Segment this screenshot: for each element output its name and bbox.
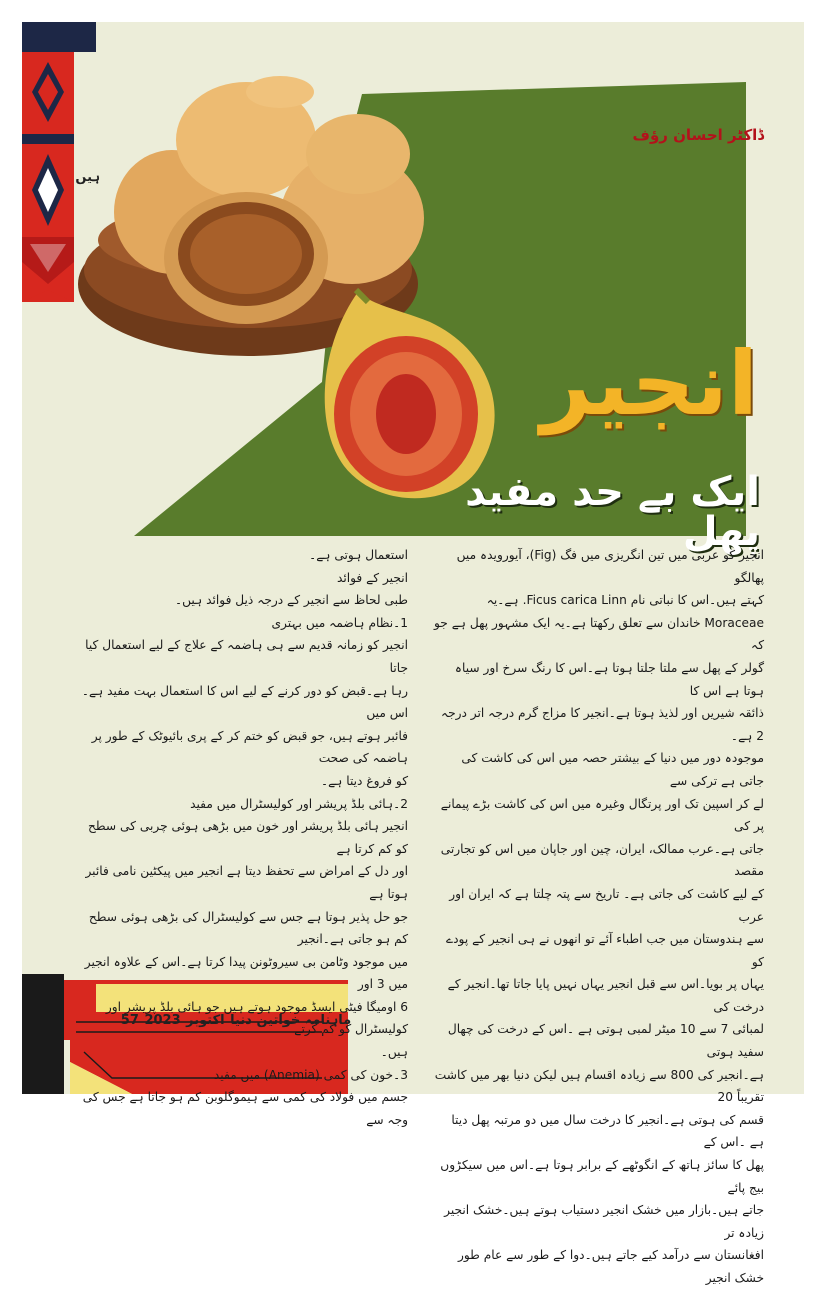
text-line: افغانستان سے درآمد کیے جاتے ہیں۔دوا کے طور سے عام طور خشک انجیر <box>457 1248 764 1285</box>
text-line: رہا ہے۔قبض کو دور کرنے کے لیے اس کا استعمال بہت مفید ہے۔اس میں <box>81 683 408 721</box>
text-line: پھل کا سائز ہاتھ کے انگوٹھے کے برابر ہوتا ہے۔اس میں سیکڑوں بیج پائے <box>440 1158 764 1195</box>
text-line: اور دل کے امراض سے تحفظ دیتا ہے انجیر میں پیکٹین نامی فائبر ہوتا ہے <box>85 864 408 901</box>
text-line: کہتے ہیں۔اس کا نباتی نام Ficus carica Linn. ہے۔یہ <box>486 593 764 608</box>
text-line: Moraceae خاندان سے تعلق رکھتا ہے۔یہ ایک مشہور پھل ہے جو کہ <box>434 615 764 653</box>
footer-credit <box>118 1008 354 1032</box>
text-line: کو فروغ دیتا ہے۔ <box>320 773 408 788</box>
text-line: انجیر کے فوائد <box>336 570 408 585</box>
text-line: استعمال ہوتی ہے۔ <box>309 548 408 562</box>
text-line: جو حل پذیر ہوتا ہے جس سے کولیسٹرال کی بڑھی ہوئی سطح کم ہو جاتی ہے۔انجیر <box>88 909 408 947</box>
text-line: میں موجود وٹامن بی سیروٹونن پیدا کرتا ہے۔اس کے علاوہ انجیر میں 3 اور <box>84 954 408 992</box>
issue-month: اکتوبر <box>186 1012 225 1028</box>
text-line: یہاں پر بویا۔اس سے قبل انجیر یہاں نہیں پایا جاتا تھا۔انجیر کے درخت کی <box>447 977 764 1014</box>
text-line: قسم کی ہوتی ہے۔انجیر کا درخت سال میں دو مرتبہ پھل دیتا ہے ۔اس کے <box>451 1112 764 1150</box>
text-line: انجیر کو عربی میں تین انگریزی میں فگ (Fig)، آیورویدہ میں پھالگو <box>456 548 764 585</box>
magazine-page <box>22 22 804 1285</box>
side-ribbon-ornament <box>22 22 96 302</box>
text-line: ہیں۔ <box>380 1045 408 1060</box>
text-line: لمبائی 7 سے 10 میٹر لمبی ہوتی ہے ۔اس کے درخت کی چھال سفید ہوتی <box>447 1022 764 1060</box>
text-line: فائبر ہوتے ہیں، جو قبض کو ختم کر کے پری بائیوٹک کے طور پر ہاضمہ کی صحت <box>91 728 408 766</box>
article-column-right <box>434 544 764 1290</box>
text-line: 3۔خون کی کمی (Anemia) میں مفید <box>213 1067 408 1082</box>
text-line: سے ہندوستان میں جب اطباء آئے تو انھوں نے ہی انجیر کے پودے کو <box>445 932 764 969</box>
text-line: جاتے ہیں۔بازار میں خشک انجیر دستیاب ہوتے ہیں۔خشک انجیر زیادہ تر <box>444 1203 764 1240</box>
text-line: کے لیے کاشت کی جاتی ہے۔ تاریخ سے پتہ چلتا ہے کہ ایران اور عرب <box>449 886 764 924</box>
text-line: ذائقہ شیریں اور لذیذ ہوتا ہے۔انجیر کا مزاج گرم درجہ اتر درجہ 2 ہے۔ <box>440 706 764 743</box>
page-number: 57 <box>120 1012 139 1028</box>
text-line: 1۔نظام ہاضمہ میں بہتری <box>271 615 408 630</box>
article-subtitle: ایک بے حد مفید پھل <box>465 469 760 555</box>
text-line: لے کر اسپین تک اور پرتگال وغیرہ میں اس کی کاشت بڑے پیمانے پر کی <box>440 796 764 834</box>
article-column-left <box>78 544 408 1131</box>
text-line: انجیر کو زمانہ قدیم سے ہی ہاضمہ کے علاج کے لیے استعمال کیا جاتا <box>85 638 408 675</box>
article-title: انجیر <box>540 332 758 435</box>
text-line: ہے۔انجیر کی 800 سے زیادہ اقسام ہیں لیکن دنیا بھر میں کاشت تقریباً 20 <box>434 1067 764 1105</box>
issue-year: 2023 <box>144 1012 181 1028</box>
text-line: گولر کے پھل سے ملتا جلتا ہوتا ہے۔اس کا رنگ سرخ اور سیاہ ہوتا ہے اس کا <box>454 660 764 698</box>
text-line: جاتی ہے۔عرب ممالک، ایران، چین اور جاپان میں اس کو تجارتی مقصد <box>440 841 764 879</box>
text-line: 6 اومیگا فیٹی ایسڈ موجود ہوتے ہیں جو ہائی بلڈ پریشر اور کولیسٹرال کو کم کرتے <box>105 999 408 1037</box>
text-line: موجودہ دور میں دنیا کے بیشتر حصہ میں اس کی کاشت کی جاتی ہے ترکی سے <box>461 751 764 788</box>
text-line: انجیر ہائی بلڈ پریشر اور خون میں بڑھی ہوئی چربی کی سطح کو کم کرتا ہے <box>88 819 408 856</box>
text-line: 2۔ہائی بلڈ پریشر اور کولیسٹرال میں مفید <box>190 796 408 811</box>
text-line: طبی لحاظ سے انجیر کے درجہ ذیل فوائد ہیں۔ <box>174 593 408 608</box>
side-ornament-text: ہیں <box>75 170 100 185</box>
author-byline: ڈاکٹر احسان رؤف <box>632 126 764 144</box>
magazine-name: ماہنامہ خواتین دنیا <box>230 1012 352 1028</box>
text-line: جسم میں فولاد کی کمی سے ہیموگلوبن کم ہو جاتا ہے جس کی وجہ سے <box>82 1090 408 1127</box>
